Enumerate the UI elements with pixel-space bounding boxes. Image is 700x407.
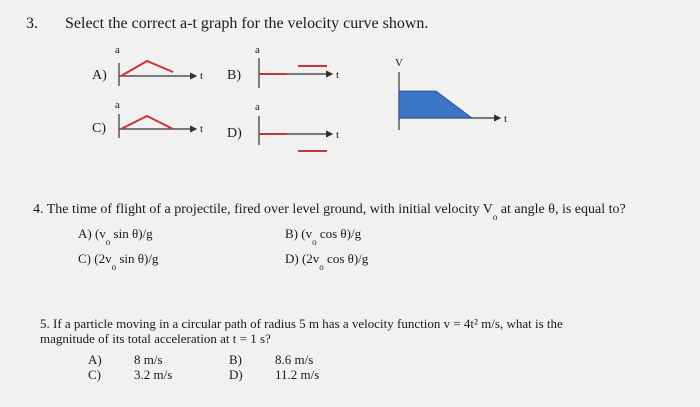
question-3-number: 3. xyxy=(26,15,38,32)
graph-b[interactable] xyxy=(259,58,332,88)
q5-option-b-letter[interactable]: B) xyxy=(229,352,242,367)
graph-c-xlabel: t xyxy=(200,123,204,135)
graph-d-xlabel: t xyxy=(336,129,340,141)
graph-d[interactable] xyxy=(259,116,332,151)
question-5-text-line1: 5. If a particle moving in a circular path of radius 5 m has a velocity function v = 4t² m/s, what is the xyxy=(40,316,563,331)
q4-option-c[interactable]: C) ($2v_o$ sin θ)/g xyxy=(78,251,159,272)
option-a-label[interactable]: A) xyxy=(92,68,107,83)
question-5-text-line2: magnitude of its total acceleration at t = 1 s? xyxy=(40,331,271,346)
q4-option-b[interactable]: B) ($v_o$ cos θ)/g xyxy=(285,226,362,247)
velocity-xlabel: t xyxy=(504,113,508,125)
option-c-label[interactable]: C) xyxy=(92,121,106,136)
q5-option-b-value[interactable]: 8.6 m/s xyxy=(275,352,314,367)
question-3-text: Select the correct a-t graph for the velocity curve shown. xyxy=(65,15,429,32)
graph-c-ylabel: a xyxy=(115,99,120,111)
question-4-text: 4. The time of flight of a projectile, fired over level ground, with initial velocity $V_o$ at angle θ, is equal to? xyxy=(33,202,626,222)
q5-option-d-value[interactable]: 11.2 m/s xyxy=(275,367,320,382)
graph-c[interactable] xyxy=(119,114,196,138)
graph-a[interactable] xyxy=(119,61,196,86)
q4-option-a[interactable]: A) ($v_o$ sin θ)/g xyxy=(78,226,153,247)
graph-b-ylabel: a xyxy=(255,44,260,56)
option-b-label[interactable]: B) xyxy=(227,68,241,83)
q5-option-a-letter[interactable]: A) xyxy=(88,352,102,367)
option-d-label[interactable]: D) xyxy=(227,126,242,141)
graph-a-xlabel: t xyxy=(200,70,204,82)
graph-b-xlabel: t xyxy=(336,69,340,81)
q4-option-d[interactable]: D) ($2v_o$ cos θ)/g xyxy=(285,251,369,272)
graph-d-ylabel: a xyxy=(255,101,260,113)
q5-option-c-letter[interactable]: C) xyxy=(88,367,101,382)
q5-option-a-value[interactable]: 8 m/s xyxy=(134,352,163,367)
velocity-curve-graph xyxy=(399,72,500,130)
graph-a-ylabel: a xyxy=(115,44,120,56)
velocity-ylabel: V xyxy=(395,57,403,69)
q3-graphs xyxy=(0,0,700,180)
q5-option-c-value[interactable]: 3.2 m/s xyxy=(134,367,173,382)
q5-option-d-letter[interactable]: D) xyxy=(229,367,243,382)
